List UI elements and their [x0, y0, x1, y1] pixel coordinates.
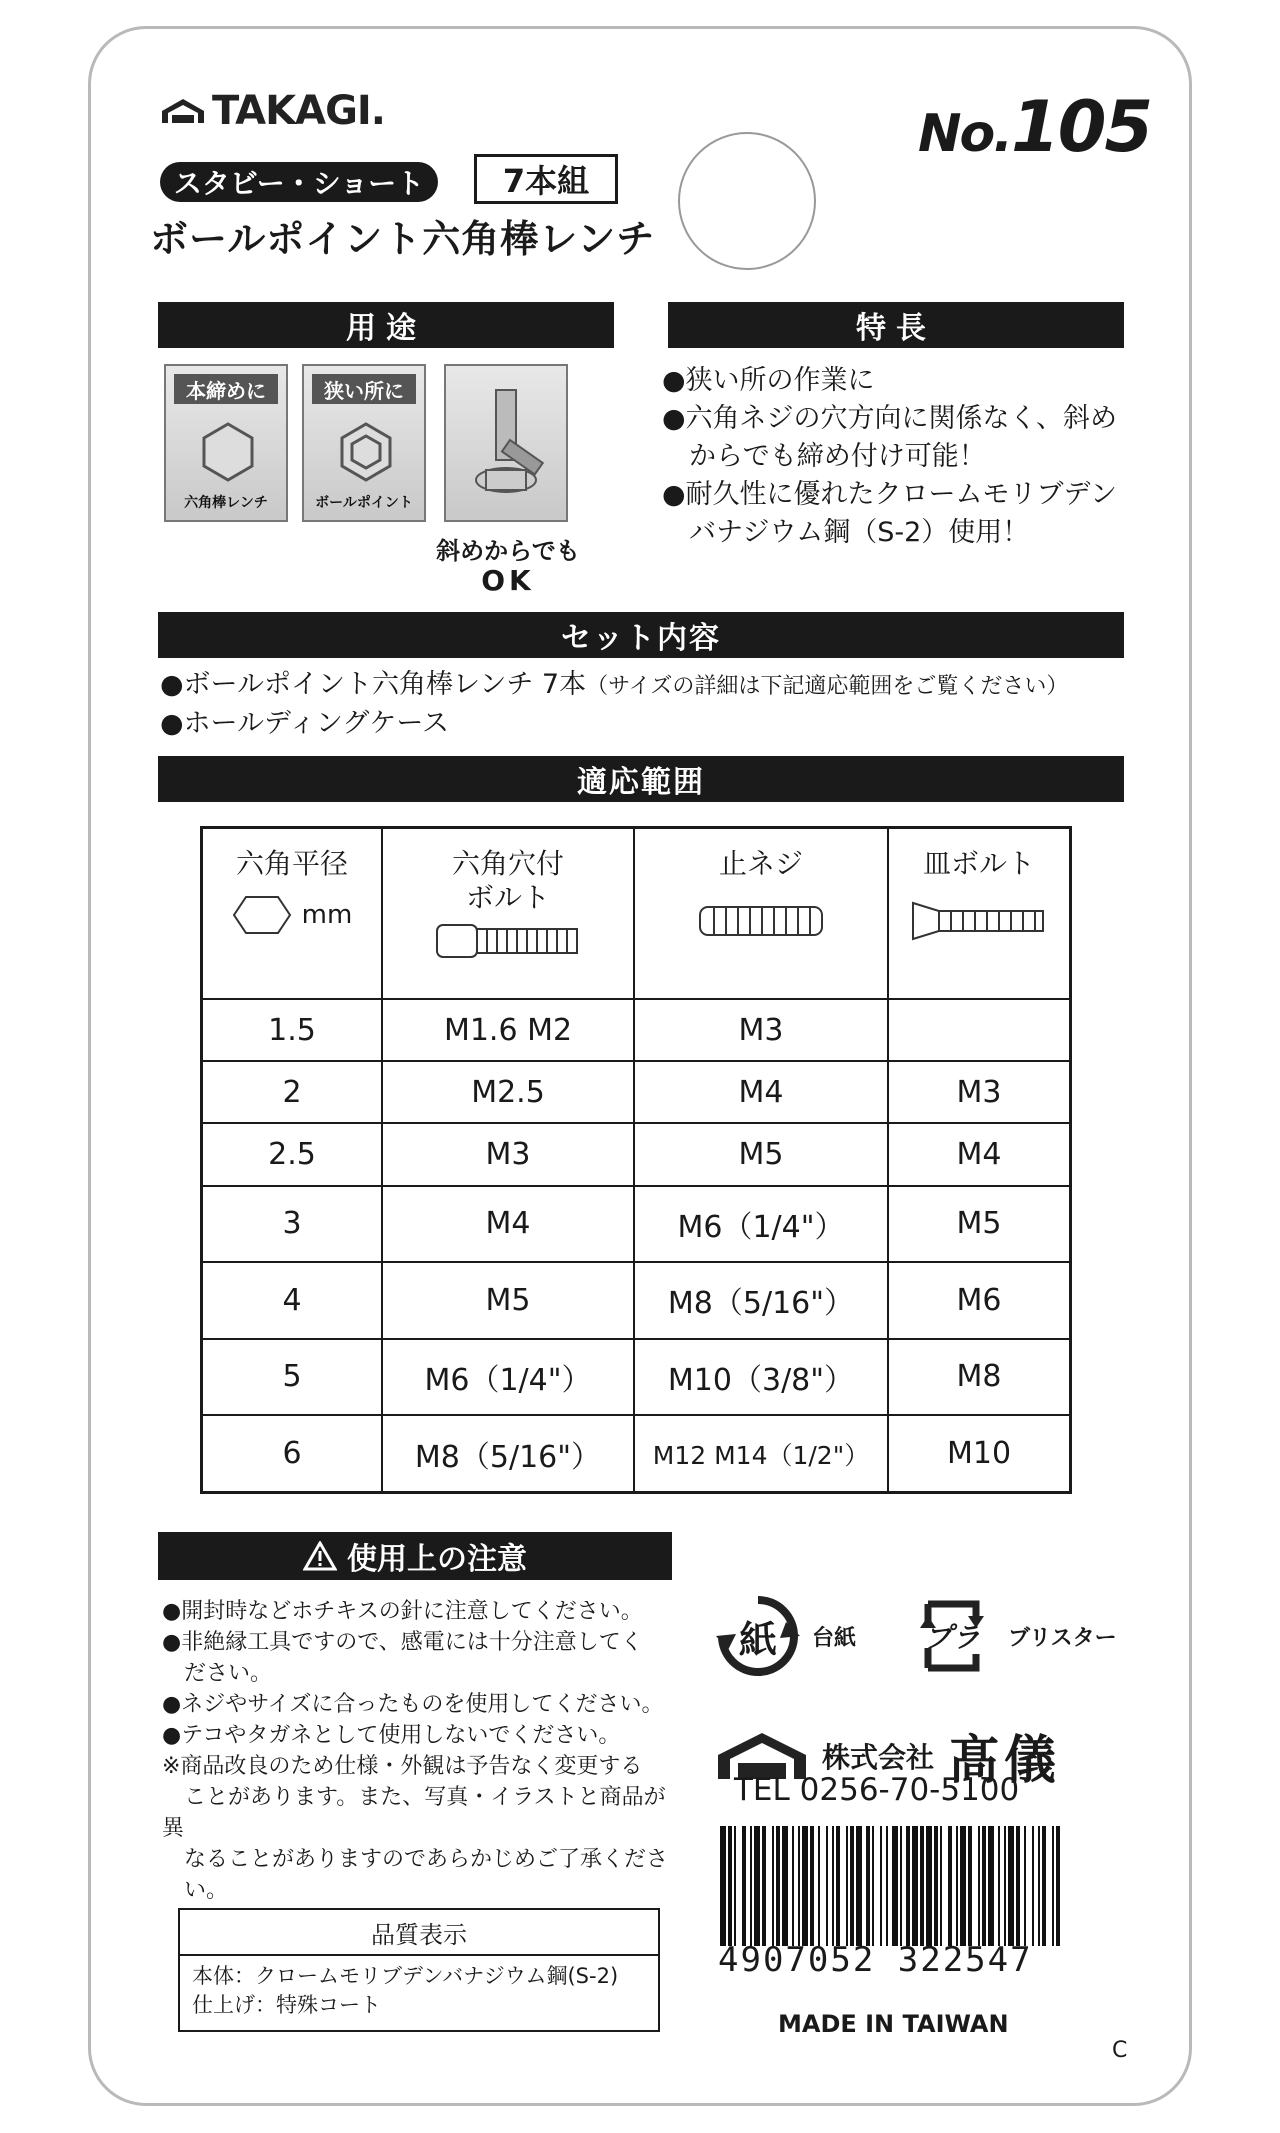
barcode-bar: [810, 1826, 814, 1946]
caution-heading-text: 使用上の注意: [347, 1542, 527, 1577]
range-cell: M6（1/4"）: [382, 1339, 634, 1416]
paper-recycle-icon: [716, 1594, 800, 1678]
hex-outline-icon: [232, 895, 292, 935]
header-set-screw: [634, 828, 888, 1000]
barcode: [718, 1826, 1062, 1980]
caution-line: ●ネジやサイズに合ったものを使用してください。: [162, 1692, 664, 1717]
range-row: [202, 1186, 1071, 1263]
range-cell: M8（5/16"）: [382, 1415, 634, 1492]
warning-icon: [303, 1541, 337, 1571]
barcode-bar: [866, 1826, 870, 1946]
range-cell: M12 M14（1/2"）: [634, 1415, 888, 1492]
barcode-bar: [934, 1826, 938, 1946]
plastic-mark-text: プラ: [923, 1621, 980, 1654]
barcode-bar: [728, 1826, 732, 1946]
barcode-bars: [718, 1826, 1062, 1946]
range-cell: 5: [202, 1339, 383, 1416]
range-cell: M6: [888, 1262, 1071, 1339]
quality-line: 本体：クロームモリブデンバナジウム鋼(S-2): [192, 1964, 619, 1988]
barcode-bar: [978, 1826, 980, 1946]
barcode-bar: [734, 1826, 736, 1946]
header-label: 皿ボルト: [922, 847, 1035, 880]
set-contents-list: [160, 666, 1130, 742]
barcode-bar: [1038, 1826, 1040, 1946]
barcode-bar: [920, 1826, 924, 1946]
caution-list: [162, 1596, 682, 1906]
house-logo-icon: [160, 97, 206, 125]
range-cell: 3: [202, 1186, 383, 1263]
barcode-bar: [720, 1826, 726, 1946]
quality-body: [180, 1956, 658, 2026]
barcode-bar: [802, 1826, 808, 1946]
range-row: [202, 1262, 1071, 1339]
range-cell: M2.5: [382, 1061, 634, 1123]
barcode-bar: [832, 1826, 834, 1946]
range-cell: M4: [634, 1061, 888, 1123]
header-socket-bolt: [382, 828, 634, 1000]
barcode-bar: [856, 1826, 862, 1946]
plastic-recycle-icon: [908, 1594, 996, 1678]
barcode-bar: [968, 1826, 972, 1946]
range-table: [200, 826, 1072, 1494]
usage-icon-caption: ボールポイント: [315, 495, 413, 511]
caution-line: ●開封時などホチキスの針に注意してください。: [162, 1599, 643, 1624]
caution-line: ことがあります。また、写真・イラストと商品が異: [162, 1785, 666, 1841]
barcode-bar: [818, 1826, 820, 1946]
range-cell: M5: [888, 1186, 1071, 1263]
range-cell: M10（3/8"）: [634, 1339, 888, 1416]
barcode-bar: [772, 1826, 774, 1946]
range-cell: 6: [202, 1415, 383, 1492]
barcode-bar: [792, 1826, 794, 1946]
company-name: 髙儀: [948, 1731, 1061, 1791]
plastic-label: ブリスター: [1008, 1625, 1117, 1651]
hex-bolt-icon: [196, 420, 260, 484]
socket-bolt-icon: [433, 921, 583, 961]
range-cell: 2.5: [202, 1123, 383, 1185]
set-item-main: ●ボールポイント六角棒レンチ 7本: [160, 669, 587, 700]
usage-icon-tight-space: [302, 364, 426, 522]
usage-icon-angle: [444, 364, 568, 522]
feature-item: ●耐久性に優れたクロームモリブデン: [662, 479, 1118, 510]
range-row: [202, 1123, 1071, 1185]
range-cell: M3: [888, 1061, 1071, 1123]
range-cell: M4: [382, 1186, 634, 1263]
plastic-recycle-mark: [908, 1594, 1117, 1678]
usage-icon-tag: 狭い所に: [312, 374, 416, 404]
barcode-bar: [762, 1826, 766, 1946]
caution-line: なることがありますのであらかじめご了承くださ: [162, 1847, 669, 1872]
set-item: [160, 666, 1130, 705]
range-header-row: [202, 828, 1071, 1000]
brand-logo: [160, 88, 385, 134]
barcode-bar: [1024, 1826, 1026, 1946]
barcode-bar: [886, 1826, 888, 1946]
header-label: 六角穴付 ボルト: [451, 847, 564, 914]
usage-heading: 用途: [158, 302, 614, 348]
set-contents-heading: セット内容: [158, 612, 1124, 658]
unit-label: mm: [301, 900, 353, 930]
corner-mark: C: [1112, 2038, 1128, 2063]
barcode-bar: [1032, 1826, 1034, 1946]
caution-line: ●テコやタガネとして使用しないでください。: [162, 1723, 621, 1748]
feature-item: ●六角ネジの穴方向に関係なく、斜め: [662, 403, 1118, 434]
usage-icon-caption: 六角棒レンチ: [184, 495, 268, 511]
barcode-bar: [1052, 1826, 1054, 1946]
usage-icon-tighten: [164, 364, 288, 522]
range-cell: 2: [202, 1061, 383, 1123]
caution-heading: [158, 1532, 672, 1580]
barcode-bar: [900, 1826, 902, 1946]
barcode-bar: [750, 1826, 752, 1946]
hex-size-diagram: [204, 895, 380, 935]
range-cell: M5: [634, 1123, 888, 1185]
company-prefix: 株式会社: [822, 1740, 935, 1774]
barcode-bar: [880, 1826, 882, 1946]
range-cell: 1.5: [202, 999, 383, 1061]
barcode-bar: [960, 1826, 966, 1946]
range-cell: M8（5/16"）: [634, 1262, 888, 1339]
feature-item: バナジウム鋼（S-2）使用！: [662, 517, 1030, 548]
angle-text-line1: 斜めからでも: [436, 537, 580, 565]
barcode-digits: 4907052 322547: [718, 1940, 1033, 1980]
quality-heading: 品質表示: [180, 1910, 658, 1956]
header-flat-bolt: [888, 828, 1071, 1000]
caution-line: ださい。: [162, 1661, 273, 1686]
set-item: ●ホールディングケース: [160, 708, 449, 739]
barcode-bar: [1016, 1826, 1020, 1946]
angle-text-line2: OK: [481, 564, 535, 597]
range-cell: M1.6 M2: [382, 999, 634, 1061]
barcode-bar: [1042, 1826, 1046, 1946]
series-badge: スタビー・ショート: [160, 162, 438, 202]
range-row: [202, 999, 1071, 1061]
brand-name: TAKAGI.: [212, 88, 385, 134]
range-cell: M3: [382, 1123, 634, 1185]
barcode-bar: [940, 1826, 942, 1946]
angled-wrench-icon: [460, 380, 556, 510]
range-row: [202, 1339, 1071, 1416]
barcode-bar: [782, 1826, 788, 1946]
barcode-bar: [1008, 1826, 1014, 1946]
range-cell: M10: [888, 1415, 1071, 1492]
company-tel: TEL 0256-70-5100: [734, 1772, 1020, 1808]
range-row: [202, 1061, 1071, 1123]
barcode-bar: [956, 1826, 958, 1946]
caution-line: い。: [162, 1878, 229, 1903]
barcode-bar: [926, 1826, 932, 1946]
caution-line: ●非絶縁工具ですので、感電には十分注意してく: [162, 1630, 643, 1655]
range-cell: M4: [888, 1123, 1071, 1185]
barcode-bar: [850, 1826, 854, 1946]
barcode-bar: [982, 1826, 986, 1946]
set-count-badge: 7本組: [474, 154, 618, 204]
barcode-bar: [836, 1826, 840, 1946]
caution-line: ※商品改良のため仕様・外観は予告なく変更する: [162, 1754, 643, 1779]
range-cell: M3: [634, 999, 888, 1061]
barcode-bar: [906, 1826, 910, 1946]
paper-mark-text: 紙: [738, 1617, 777, 1662]
range-cell: 4: [202, 1262, 383, 1339]
model-prefix: No.: [918, 104, 1011, 164]
barcode-bar: [798, 1826, 800, 1946]
paper-recycle-mark: [716, 1594, 856, 1678]
barcode-bar: [1056, 1826, 1060, 1946]
model-number: [918, 86, 1151, 168]
set-item-note: （サイズの詳細は下記適応範囲をご覧ください）: [586, 674, 1069, 699]
set-screw-icon: [696, 901, 826, 941]
barcode-bar: [826, 1826, 828, 1946]
barcode-bar: [846, 1826, 848, 1946]
feature-item: からでも締め付け可能！: [662, 441, 986, 472]
feature-item: ●狭い所の作業に: [662, 365, 875, 396]
hex-bolt-icon: [334, 420, 398, 484]
barcode-bar: [998, 1826, 1000, 1946]
barcode-bar: [776, 1826, 780, 1946]
range-heading: 適応範囲: [158, 756, 1124, 802]
barcode-bar: [912, 1826, 918, 1946]
origin-label: MADE IN TAIWAN: [778, 2010, 1009, 2038]
quality-line: 仕上げ：特殊コート: [192, 1993, 381, 2017]
barcode-bar: [754, 1826, 760, 1946]
features-heading: 特長: [668, 302, 1124, 348]
barcode-bar: [948, 1826, 952, 1946]
header-label: 止ネジ: [718, 847, 803, 880]
header-hex-size: [202, 828, 383, 1000]
model-digits: 105: [1011, 86, 1152, 168]
barcode-bar: [872, 1826, 874, 1946]
quality-label-box: [178, 1908, 660, 2032]
header-label: 六角平径: [235, 847, 348, 880]
hang-hole: [678, 132, 816, 270]
barcode-bar: [1004, 1826, 1006, 1946]
flat-head-bolt-icon: [909, 901, 1049, 941]
product-title: ボールポイント六角棒レンチ: [150, 217, 656, 261]
range-cell: M6（1/4"）: [634, 1186, 888, 1263]
barcode-bar: [742, 1826, 746, 1946]
barcode-bar: [892, 1826, 898, 1946]
paper-label: 台紙: [812, 1625, 857, 1651]
range-cell: [888, 999, 1071, 1061]
range-row: [202, 1415, 1071, 1492]
barcode-bar: [988, 1826, 994, 1946]
range-cell: M5: [382, 1262, 634, 1339]
usage-icon-tag: 本締めに: [174, 374, 278, 404]
angle-ok-text: [428, 536, 588, 596]
features-list: [662, 362, 1132, 552]
range-cell: M8: [888, 1339, 1071, 1416]
